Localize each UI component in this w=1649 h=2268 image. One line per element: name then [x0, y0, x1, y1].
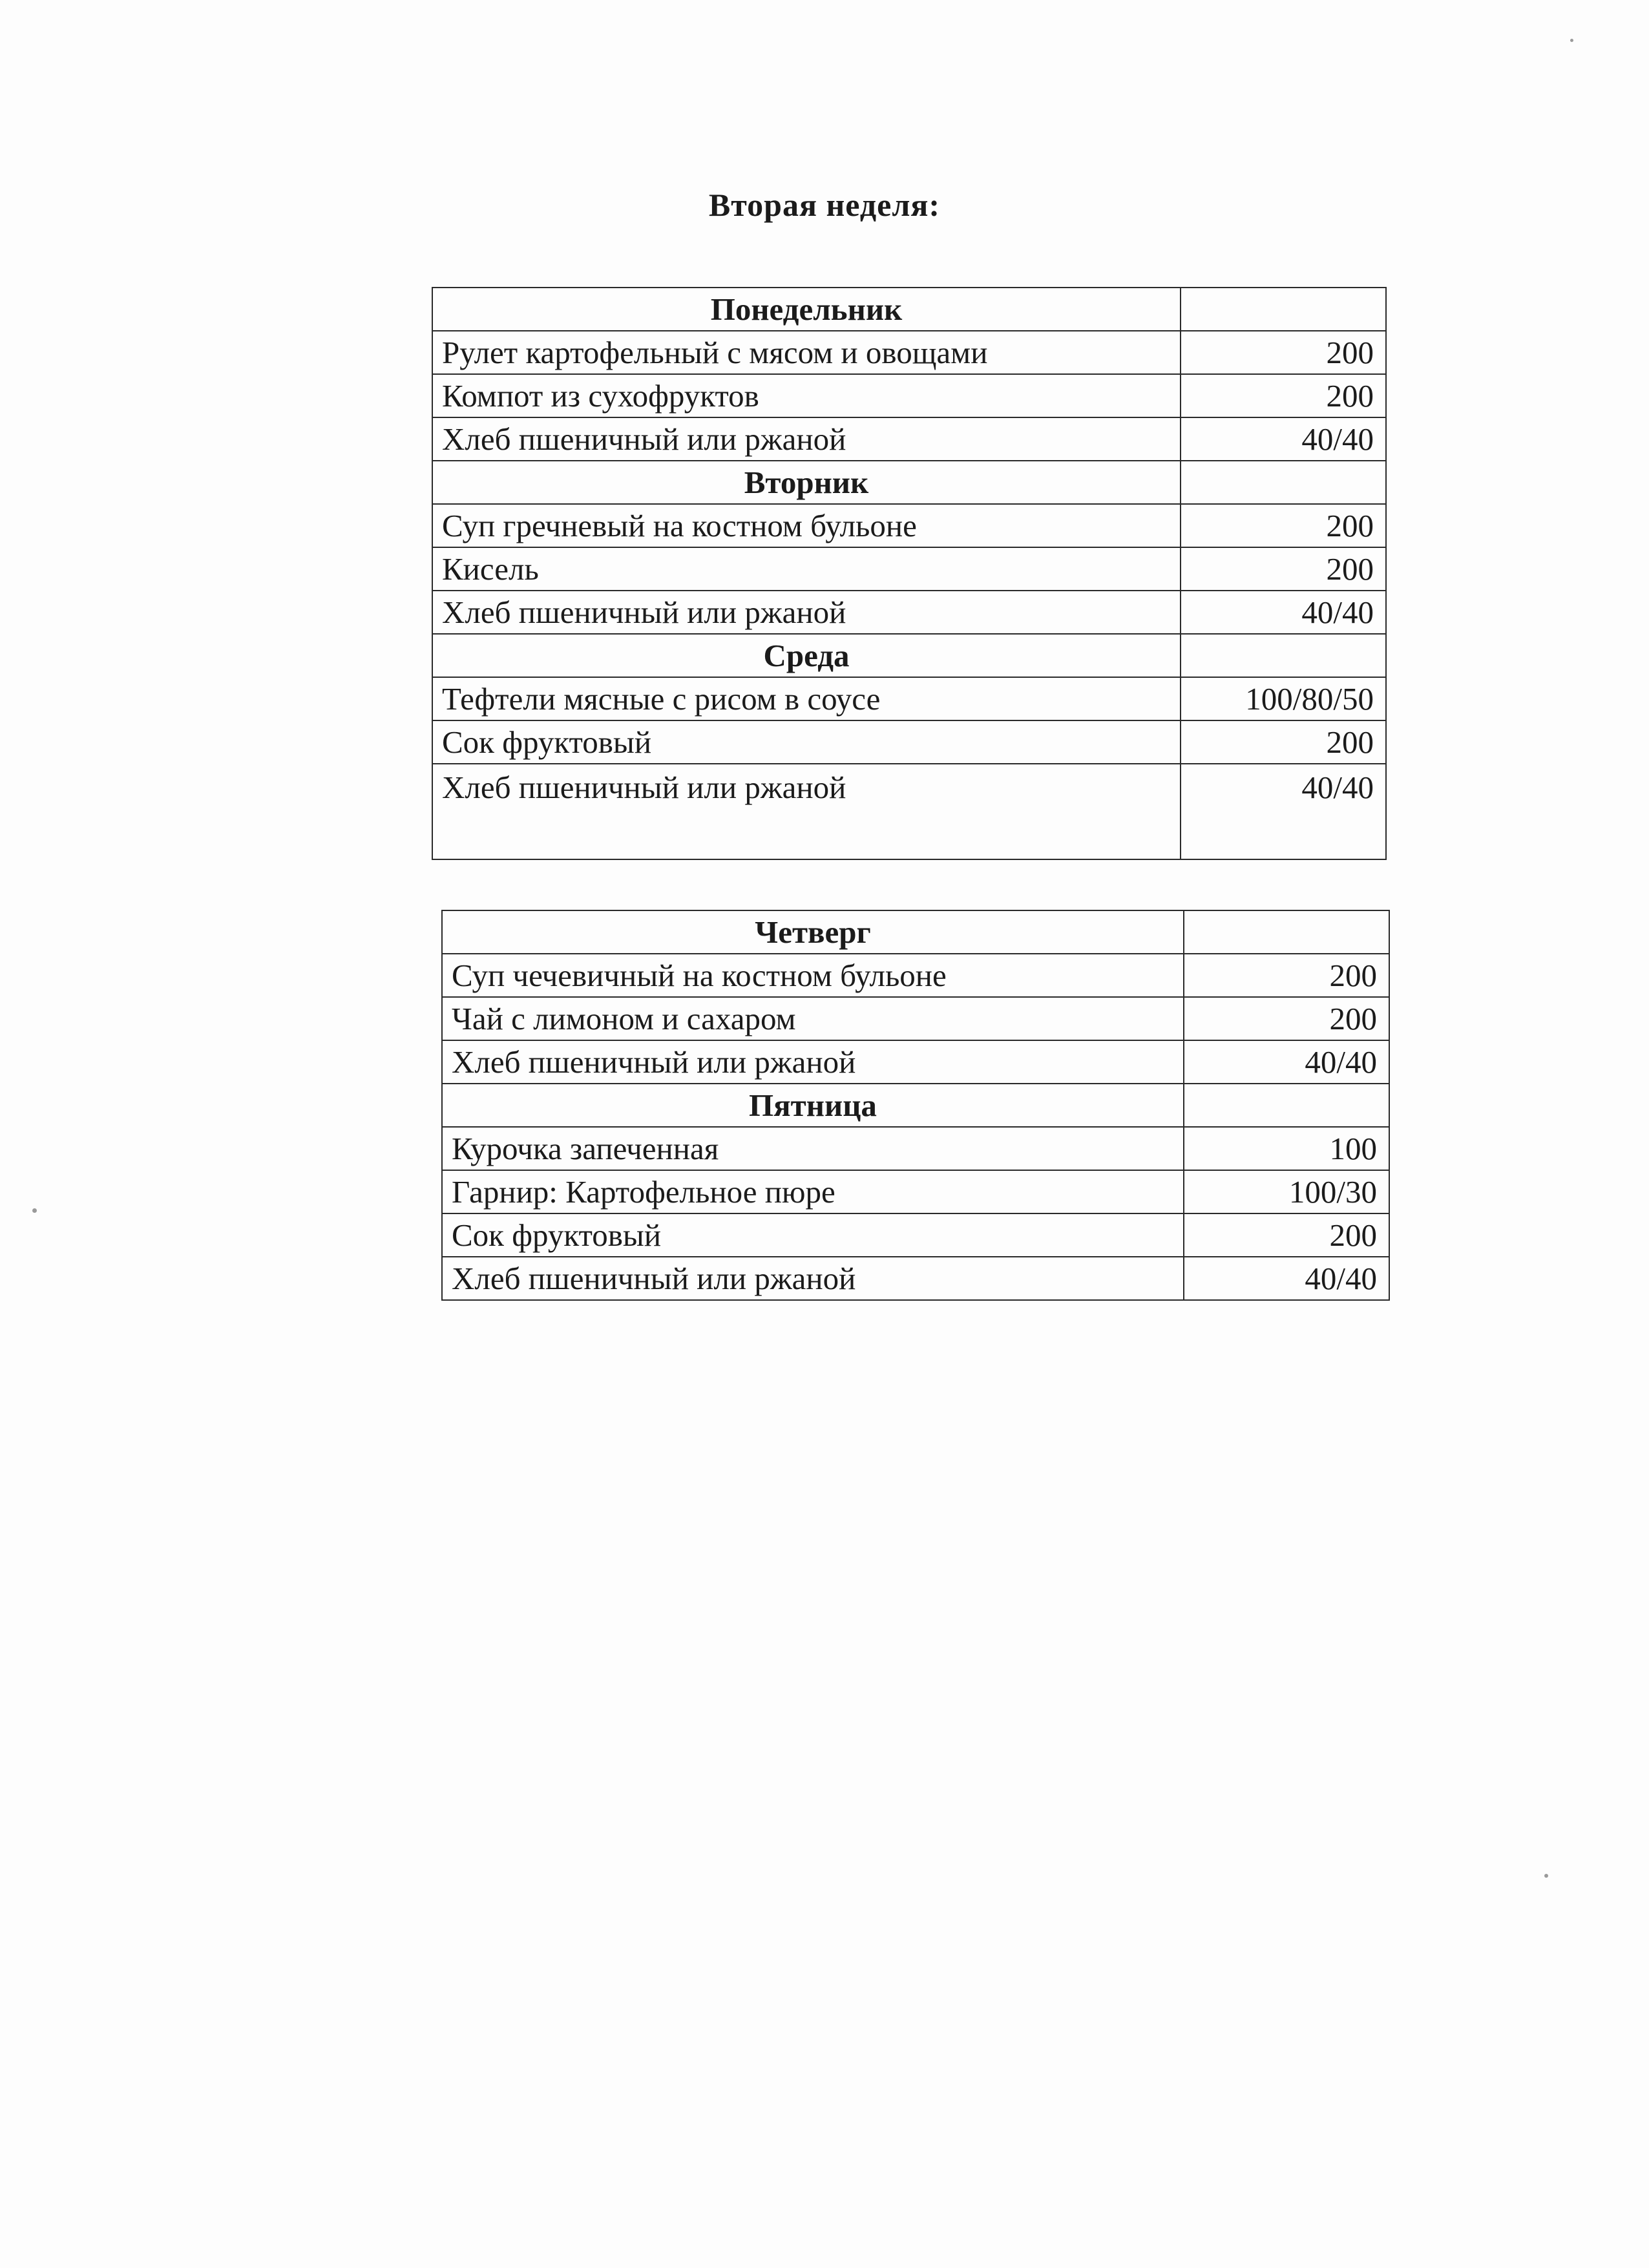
menu-item-row: [442, 1257, 1389, 1300]
menu-item-row: [432, 720, 1386, 764]
portion-size: 200: [1184, 1213, 1389, 1257]
menu-item-row: [432, 417, 1386, 461]
dish-name: Сок фруктовый: [432, 720, 1181, 764]
dish-name: Гарнир: Картофельное пюре: [442, 1170, 1184, 1213]
day-name: Вторник: [432, 461, 1181, 504]
portion-size: 40/40: [1184, 1040, 1389, 1084]
day-row: [432, 634, 1386, 677]
portion-size: 200: [1184, 997, 1389, 1040]
dish-name: Курочка запеченная: [442, 1127, 1184, 1170]
portion-size: 40/40: [1184, 1257, 1389, 1300]
menu-item-row: [442, 1040, 1389, 1084]
menu-item-row: [442, 1127, 1389, 1170]
dish-name: Кисель: [432, 547, 1181, 591]
empty-cell: [1184, 910, 1389, 954]
scan-speck: [1570, 39, 1573, 42]
menu-item-row: [432, 504, 1386, 547]
dish-name: Хлеб пшеничный или ржаной: [432, 417, 1181, 461]
empty-cell: [1184, 1084, 1389, 1127]
portion-size: 200: [1181, 720, 1386, 764]
dish-name: Тефтели мясные с рисом в соусе: [432, 677, 1181, 720]
day-row: [432, 461, 1386, 504]
dish-name: Хлеб пшеничный или ржаной: [432, 764, 1181, 859]
day-name: Пятница: [442, 1084, 1184, 1127]
portion-size: 100/80/50: [1181, 677, 1386, 720]
menu-item-row: [432, 677, 1386, 720]
dish-name: Рулет картофельный с мясом и овощами: [432, 331, 1181, 374]
portion-size: 200: [1181, 331, 1386, 374]
portion-size: 200: [1181, 374, 1386, 417]
dish-name: Сок фруктовый: [442, 1213, 1184, 1257]
empty-cell: [1181, 461, 1386, 504]
menu-table-thu-fri: [441, 910, 1390, 1301]
portion-size: 200: [1181, 504, 1386, 547]
portion-size: 40/40: [1181, 591, 1386, 634]
scan-speck: [32, 1208, 37, 1213]
menu-item-row: [432, 374, 1386, 417]
menu-item-row: [432, 331, 1386, 374]
empty-cell: [1181, 288, 1386, 331]
menu-item-row: [432, 547, 1386, 591]
portion-size: 40/40: [1181, 417, 1386, 461]
dish-name: Хлеб пшеничный или ржаной: [432, 591, 1181, 634]
dish-name: Компот из сухофруктов: [432, 374, 1181, 417]
menu-item-row: [442, 1170, 1389, 1213]
dish-name: Хлеб пшеничный или ржаной: [442, 1257, 1184, 1300]
day-name: Среда: [432, 634, 1181, 677]
menu-item-row: [442, 954, 1389, 997]
dish-name: Хлеб пшеничный или ржаной: [442, 1040, 1184, 1084]
day-row: [432, 288, 1386, 331]
portion-size: 100: [1184, 1127, 1389, 1170]
dish-name: Суп гречневый на костном бульоне: [432, 504, 1181, 547]
dish-name: Чай с лимоном и сахаром: [442, 997, 1184, 1040]
dish-name: Суп чечевичный на костном бульоне: [442, 954, 1184, 997]
portion-size: 40/40: [1181, 764, 1386, 859]
scan-speck: [1544, 1874, 1548, 1878]
portion-size: 100/30: [1184, 1170, 1389, 1213]
day-name: Понедельник: [432, 288, 1181, 331]
menu-item-row: [432, 764, 1386, 859]
day-name: Четверг: [442, 910, 1184, 954]
portion-size: 200: [1181, 547, 1386, 591]
day-row: [442, 910, 1389, 954]
page-title: Вторая неделя:: [708, 187, 941, 223]
menu-item-row: [432, 591, 1386, 634]
day-row: [442, 1084, 1389, 1127]
menu-table-mon-wed: [432, 287, 1387, 860]
empty-cell: [1181, 634, 1386, 677]
menu-item-row: [442, 997, 1389, 1040]
portion-size: 200: [1184, 954, 1389, 997]
menu-item-row: [442, 1213, 1389, 1257]
